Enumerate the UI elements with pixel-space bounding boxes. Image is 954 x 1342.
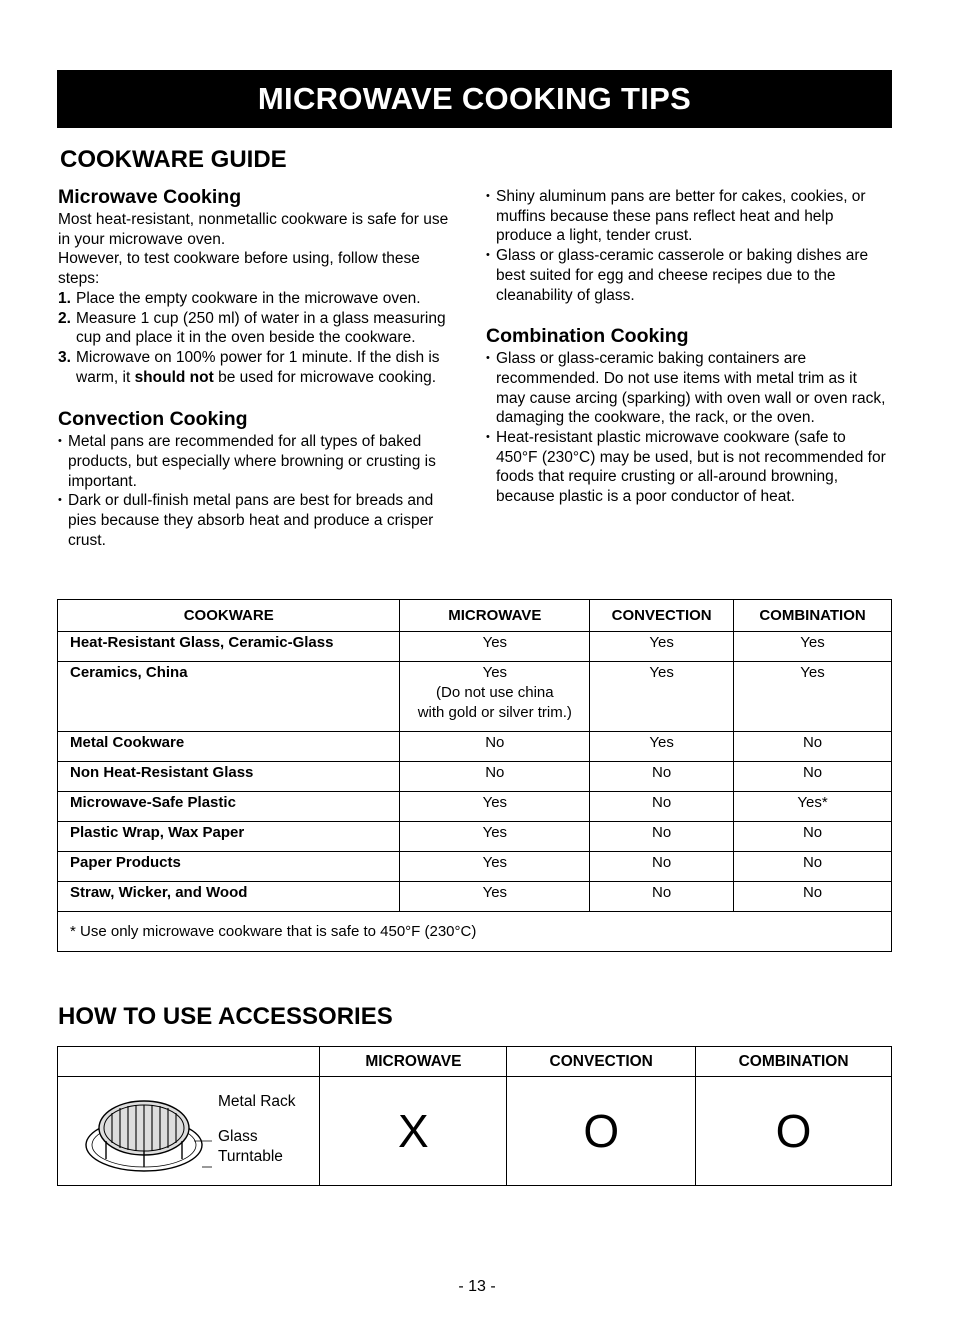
col-header-combination: COMBINATION [734, 600, 892, 632]
metal-rack-label: Metal Rack [218, 1093, 296, 1110]
convection-bullet-1: • Metal pans are recommended for all types of baked products, but especially where browning or crusting is important. [58, 433, 436, 490]
step-2: 2. Measure 1 cup (250 ml) of water in a glass measuring cup and place it in the oven beside the cookware. [58, 309, 446, 347]
accessories-table [57, 1046, 892, 1186]
table-footnote-row [58, 912, 892, 952]
table-row: Ceramics, China Yes (Do not use china with gold or silver trim.) Yes Yes [58, 662, 892, 732]
microwave-intro-1: Most heat-resistant, nonmetallic cookware is safe for use in your microwave oven. [58, 211, 449, 248]
step-1: 1. Place the empty cookware in the microwave oven. [58, 289, 421, 307]
table-row: Paper Products Yes No No [58, 852, 892, 882]
cookware-guide-heading: COOKWARE GUIDE [60, 146, 287, 173]
table-row: Plastic Wrap, Wax Paper Yes No No [58, 822, 892, 852]
col-header-microwave: MICROWAVE [400, 600, 590, 632]
page-title-banner [57, 70, 892, 128]
combination-bullet-2: • Heat-resistant plastic microwave cookware (safe to 450°F (230°C) may be used, but is not recommended for foods that require crusting or all-around browning, because plastic is a poor conductor of heat. [486, 429, 886, 506]
table-row: Metal Cookware No Yes No [58, 732, 892, 762]
col-header-convection: CONVECTION [590, 600, 734, 632]
shiny-aluminum-bullet: • Shiny aluminum pans are better for cakes, cookies, or muffins because these pans reflect heat and help produce a light, tender crust. [486, 188, 866, 245]
cookware-table [57, 599, 892, 952]
table-row: Microwave-Safe Plastic Yes No Yes* [58, 792, 892, 822]
convection-cooking-heading: Convection Cooking [58, 408, 248, 431]
acc-combination-value: O [696, 1077, 892, 1186]
acc-col-header-microwave: MICROWAVE [320, 1047, 507, 1077]
combination-bullet-1: • Glass or glass-ceramic baking containers are recommended. Do not use items with metal trim as it may cause arcing (sparking) with oven wall or oven rack, damaging the cookware, the rack, or the oven. [486, 350, 886, 427]
table-row: Heat-Resistant Glass, Ceramic-Glass Yes Yes Yes [58, 632, 892, 662]
acc-microwave-value: X [320, 1077, 507, 1186]
acc-convection-value: O [507, 1077, 696, 1186]
rack-turntable-illustration [74, 1083, 214, 1183]
convection-bullet-2: • Dark or dull-finish metal pans are best for breads and pies because they absorb heat and produce a crisper crust. [58, 492, 434, 549]
acc-col-header-convection: CONVECTION [507, 1047, 696, 1077]
step-3: 3. Microwave on 100% power for 1 minute. If the dish is warm, it should not be used for microwave cooking. [58, 348, 440, 386]
microwave-cooking-heading: Microwave Cooking [58, 186, 242, 208]
microwave-intro-2: However, to test cookware before using, follow these steps: [58, 250, 420, 288]
page-number: - 13 - [458, 1278, 496, 1295]
left-column [58, 185, 463, 551]
accessories-heading: HOW TO USE ACCESSORIES [58, 1003, 393, 1030]
table-footnote: * Use only microwave cookware that is safe to 450°F (230°C) [58, 912, 892, 952]
page-title: MICROWAVE COOKING TIPS [257, 81, 692, 116]
accessories-header-row [58, 1047, 892, 1077]
combination-cooking-heading: Combination Cooking [486, 325, 689, 348]
right-column [486, 187, 890, 507]
table-row: Non Heat-Resistant Glass No No No [58, 762, 892, 792]
accessories-row [58, 1077, 892, 1186]
glass-casserole-bullet: • Glass or glass-ceramic casserole or baking dishes are best suited for egg and cheese recipes due to the cleanability of glass. [486, 247, 869, 304]
col-header-cookware: COOKWARE [58, 600, 400, 632]
table-row: Straw, Wicker, and Wood Yes No No [58, 882, 892, 912]
acc-col-header-combination: COMBINATION [696, 1047, 892, 1077]
glass-turntable-label: Glass Turntable [218, 1128, 283, 1165]
table-header-row [58, 600, 892, 632]
